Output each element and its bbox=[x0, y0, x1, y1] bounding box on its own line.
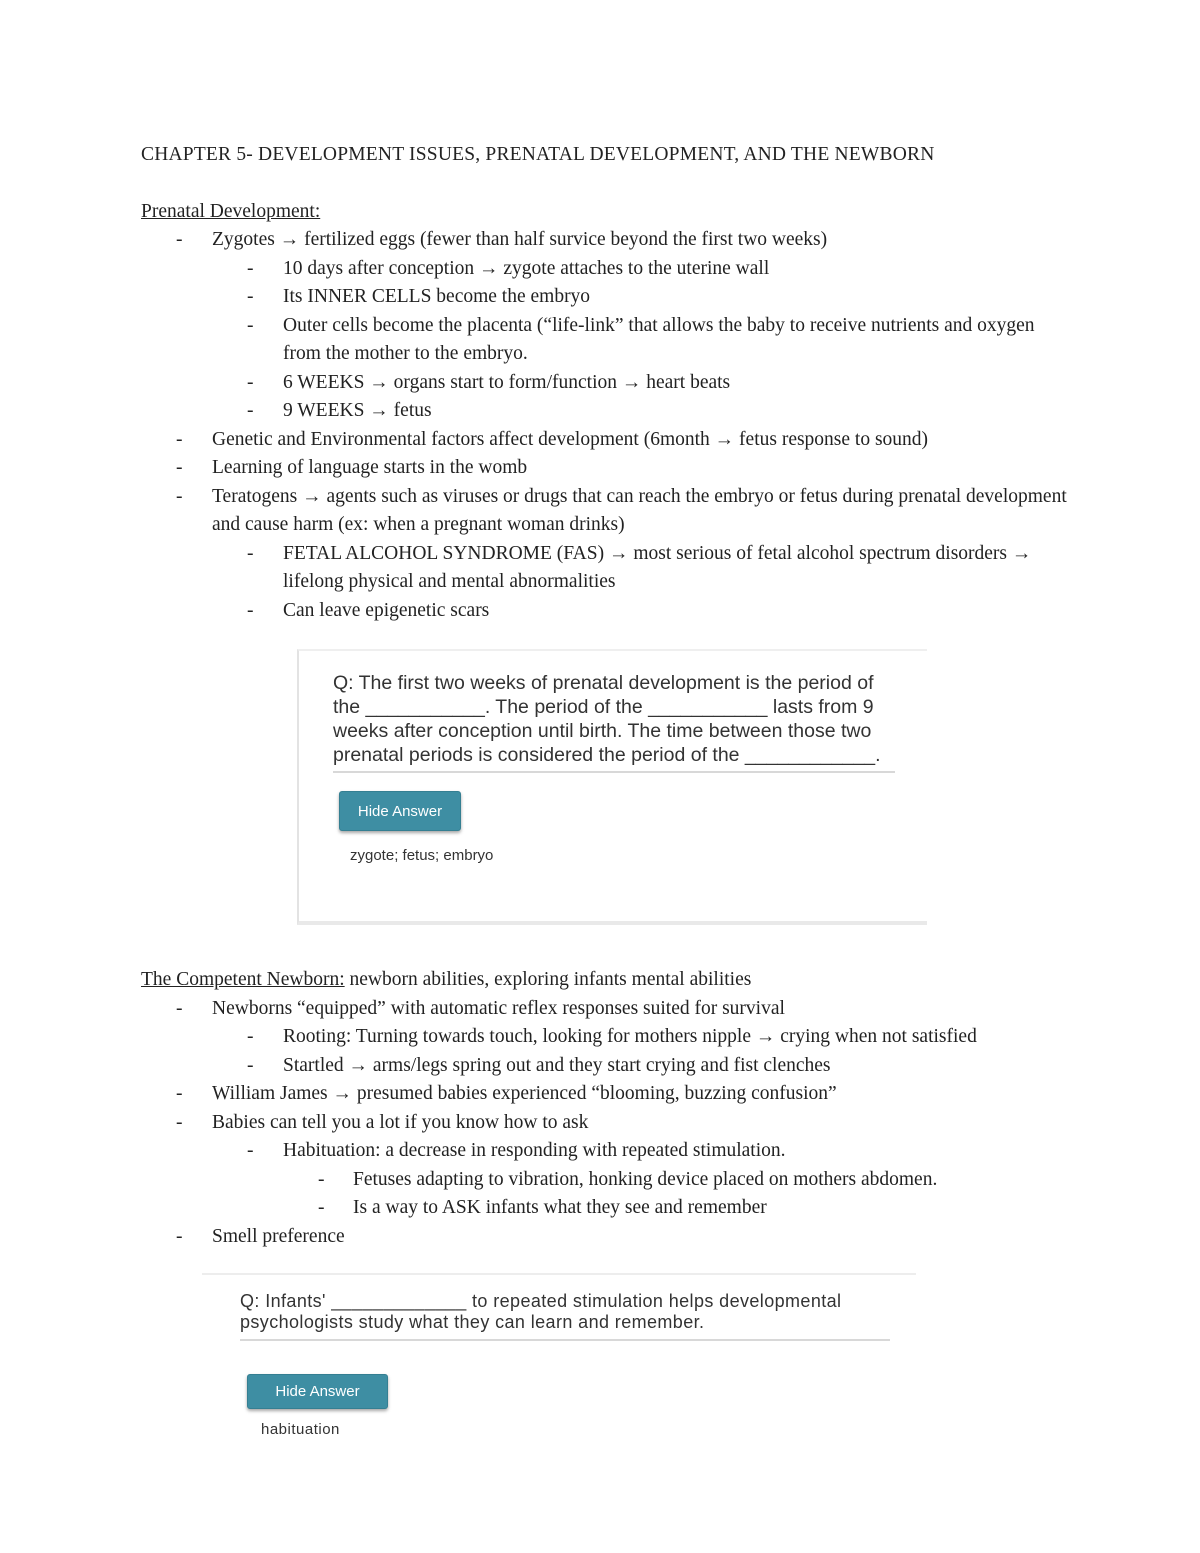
list-item bbox=[141, 255, 1071, 284]
list-item bbox=[141, 397, 1071, 426]
list-item bbox=[141, 1023, 1071, 1052]
list-item-text: Genetic and Environmental factors affect development (6month → fetus response to sound) bbox=[212, 428, 929, 450]
bullet-dash: - bbox=[247, 599, 254, 621]
list-item bbox=[141, 283, 1071, 312]
list-item bbox=[141, 1052, 1071, 1081]
quiz-card-habituation bbox=[202, 1273, 916, 1445]
bullet-dash: - bbox=[176, 1111, 183, 1133]
list-item bbox=[141, 597, 1071, 626]
bullet-dash: - bbox=[247, 1140, 254, 1161]
bullet-dash: - bbox=[318, 1197, 325, 1218]
list-item-text: Learning of language starts in the womb bbox=[212, 457, 528, 478]
list-item-text: Babies can tell you a lot if you know how to ask bbox=[212, 1111, 589, 1133]
list-item bbox=[141, 1137, 1071, 1166]
section-newborn bbox=[141, 966, 1071, 1251]
list-item-text: Startled → arms/legs spring out and they start crying and fist clenches bbox=[283, 1054, 831, 1076]
bullet-dash: - bbox=[247, 257, 254, 279]
bullet-dash: - bbox=[247, 286, 254, 307]
list-item bbox=[141, 369, 1071, 398]
list-item bbox=[141, 312, 1071, 369]
bullet-dash: - bbox=[176, 229, 183, 250]
list-item-text: Its INNER CELLS become the embryo bbox=[283, 286, 591, 307]
list-item bbox=[141, 995, 1071, 1024]
list-item-text: Smell preference bbox=[212, 1225, 345, 1247]
list-item-text: Outer cells become the placenta (“life-link” that allows the baby to receive nutrients and oxygen from the mother to the embryo. bbox=[283, 314, 1035, 364]
list-item-text: 9 WEEKS → fetus bbox=[283, 400, 432, 421]
heading-newborn-suffix: newborn abilities, exploring infants mental abilities bbox=[344, 969, 752, 990]
list-item bbox=[141, 540, 1071, 597]
section-prenatal bbox=[141, 198, 1071, 626]
bullet-dash: - bbox=[247, 371, 254, 393]
list-item-text: Rooting: Turning towards touch, looking for mothers nipple → crying when not satisfied bbox=[283, 1026, 977, 1047]
bullet-dash: - bbox=[176, 428, 183, 450]
bullet-dash: - bbox=[247, 542, 254, 564]
hide-answer-button[interactable]: Hide Answer bbox=[247, 1374, 388, 1409]
list-item-text: Is a way to ASK infants what they see and remember bbox=[353, 1197, 767, 1218]
list-item-text: Newborns “equipped” with automatic reflex responses suited for survival bbox=[212, 997, 785, 1019]
bullet-dash: - bbox=[247, 1054, 254, 1076]
bullet-dash: - bbox=[318, 1168, 325, 1190]
bullet-dash: - bbox=[176, 457, 183, 478]
list-item-text: Can leave epigenetic scars bbox=[283, 599, 490, 621]
list-item bbox=[141, 1166, 1071, 1195]
list-item bbox=[141, 1223, 1071, 1252]
list-item bbox=[141, 1080, 1071, 1109]
list-item-text: Zygotes → fertilized eggs (fewer than half survice beyond the first two weeks) bbox=[212, 229, 828, 250]
list-item bbox=[141, 1109, 1071, 1138]
quiz-answer: zygote; fetus; embryo bbox=[350, 847, 494, 864]
quiz-card-prenatal bbox=[297, 649, 927, 925]
heading-prenatal-text: Prenatal Development: bbox=[141, 200, 321, 222]
section-heading-prenatal bbox=[141, 198, 1071, 227]
list-item bbox=[141, 426, 1071, 455]
bullet-dash: - bbox=[247, 1026, 254, 1047]
prenatal-list bbox=[141, 226, 1071, 625]
list-item-text: Habituation: a decrease in responding with repeated stimulation. bbox=[283, 1140, 786, 1161]
list-item-text: Fetuses adapting to vibration, honking device placed on mothers abdomen. bbox=[353, 1168, 938, 1190]
bullet-dash: - bbox=[176, 1083, 183, 1104]
quiz-question: Q: Infants' _____________ to repeated stimulation helps developmental psychologists study what they can learn and remember. bbox=[240, 1291, 890, 1341]
list-item bbox=[141, 454, 1071, 483]
hide-answer-button[interactable]: Hide Answer bbox=[339, 791, 461, 831]
list-item bbox=[141, 1194, 1071, 1223]
chapter-title: CHAPTER 5- DEVELOPMENT ISSUES, PRENATAL DEVELOPMENT, AND THE NEWBORN bbox=[141, 144, 935, 165]
list-item-text: William James → presumed babies experienced “blooming, buzzing confusion” bbox=[212, 1083, 837, 1104]
quiz-answer: habituation bbox=[261, 1421, 340, 1438]
newborn-list bbox=[141, 995, 1071, 1252]
quiz-question: Q: The first two weeks of prenatal development is the period of the ___________. The period of the ___________ lasts from 9 weeks after conception until birth. The time between those two prenatal periods is considered the period of the ____________. bbox=[333, 671, 895, 773]
list-item-text: 6 WEEKS → organs start to form/function → heart beats bbox=[283, 371, 731, 393]
list-item bbox=[141, 483, 1071, 540]
list-item-text: 10 days after conception → zygote attaches to the uterine wall bbox=[283, 257, 770, 279]
list-item bbox=[141, 226, 1071, 255]
bullet-dash: - bbox=[247, 314, 254, 336]
bullet-dash: - bbox=[176, 485, 183, 507]
bullet-dash: - bbox=[176, 997, 183, 1019]
list-item-text: Teratogens → agents such as viruses or drugs that can reach the embryo or fetus during prenatal development and cause harm (ex: when a pregnant woman drinks) bbox=[212, 485, 1067, 535]
bullet-dash: - bbox=[247, 400, 254, 421]
section-heading-newborn bbox=[141, 966, 1071, 995]
bullet-dash: - bbox=[176, 1225, 183, 1247]
list-item-text: FETAL ALCOHOL SYNDROME (FAS) → most serious of fetal alcohol spectrum disorders → lifelong physical and mental abnormalities bbox=[283, 542, 1032, 592]
heading-newborn-text: The Competent Newborn: bbox=[141, 969, 345, 990]
